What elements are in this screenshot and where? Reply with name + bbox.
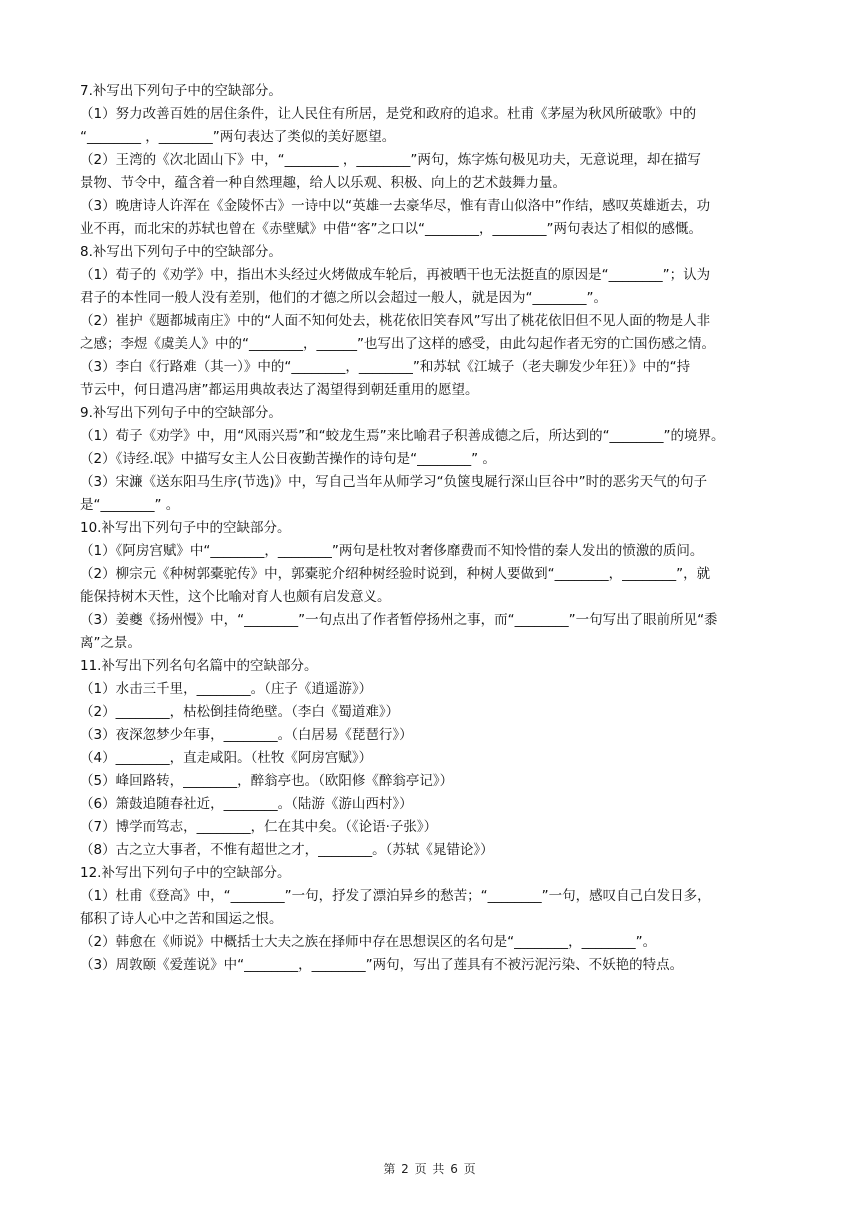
question-text-line: （2）________，枯松倒挂倚绝壁。（李白《蜀道难》） [80,704,400,720]
question-block [80,655,780,862]
question-title: 11.补写出下列名句名篇中的空缺部分。 [80,658,318,674]
question-text-line: 是“________” 。 [80,497,180,513]
question-text-line: 离”之景。 [80,635,141,651]
question-block [80,80,780,241]
question-text-line: （3）晚唐诗人许浑在《金陵怀古》一诗中以“英雄一去豪华尽，惟有青山似洛中”作结，感叹英雄逝去，功 [80,198,711,214]
question-text-line: （3）夜深忽梦少年事，________。（白居易《琵琶行》） [80,727,413,743]
question-text-line: 景物、节令中，蕴含着一种自然理趣，给人以乐观、积极、向上的艺术鼓舞力量。 [80,175,566,191]
question-text-line: 君子的本性同一般人没有差别，他们的才德之所以会超过一般人，就是因为“________”。 [80,290,607,306]
document-body [80,80,780,977]
question-block [80,517,780,655]
question-text-line: （7）博学而笃志，________，仁在其中矣。（《论语·子张》） [80,819,438,835]
question-text-line: 节云中，何日遣冯唐”都运用典故表达了渴望得到朝廷重用的愿望。 [80,382,479,398]
question-text-line: 郁积了诗人心中之苦和国运之恨。 [80,911,283,927]
question-title: 9.补写出下列句子中的空缺部分。 [80,405,282,421]
question-text-line: 能保持树木天性，这个比喻对育人也颇有启发意义。 [80,589,391,605]
question-block [80,241,780,402]
question-text-line: （6）箫鼓追随春社近，________。（陆游《游山西村》） [80,796,413,812]
question-text-line: （1）水击三千里，________。（庄子《逍遥游》） [80,681,373,697]
question-text-line: （8）古之立大事者，不惟有超世之才，________。（苏轼《晁错论》） [80,842,494,858]
question-text-line: （1）努力改善百姓的居住条件，让人民住有所居，是党和政府的追求。杜甫《茅屋为秋风所破歌》中的 [80,106,697,122]
question-text-line: （1）荀子《劝学》中，用“风雨兴焉”和“蛟龙生焉”来比喻君子积善成德之后，所达到的“________”的境界。 [80,428,725,444]
question-text-line: （1）杜甫《登高》中，“________”一句，抒发了漂泊异乡的愁苦；“________”一句，感叹自己白发日多， [80,888,711,904]
question-text-line: （5）峰回路转，________，醉翁亭也。（欧阳修《醉翁亭记》） [80,773,454,789]
question-text-line: （3）周敦颐《爱莲说》中“________，________”两句，写出了莲具有不被污泥污染、不妖艳的特点。 [80,957,684,973]
question-text-line: 业不再，而北宋的苏轼也曾在《赤壁赋》中借“客”之口以“________，________”两句表达了相似的感慨。 [80,221,702,237]
question-text-line: （2）崔护《题都城南庄》中的“人面不知何处去，桃花依旧笑春风”写出了桃花依旧但不见人面的物是人非 [80,313,711,329]
question-text-line: “________ ，________”两句表达了类似的美好愿望。 [80,129,396,145]
question-text-line: （3）李白《行路难（其一）》中的“________，________”和苏轼《江城子（老夫聊发少年狂）》中的“持 [80,359,691,375]
page-footer: 第 2 页 共 6 页 [383,1162,477,1176]
question-text-line: （4）________，直走咸阳。（杜牧《阿房宫赋》） [80,750,373,766]
question-block [80,862,780,977]
question-block [80,402,780,517]
question-title: 12.补写出下列句子中的空缺部分。 [80,865,291,881]
question-text-line: （1）《阿房宫赋》中“________，________”两句是杜牧对奢侈靡费而不知怜惜的秦人发出的愤激的质问。 [80,543,704,559]
question-title: 8.补写出下列句子中的空缺部分。 [80,244,282,260]
question-text-line: （2）柳宗元《种树郭橐驼传》中，郭橐驼介绍种树经验时说到，种树人要做到“________，________”，就 [80,566,711,582]
question-title: 10.补写出下列句子中的空缺部分。 [80,520,291,536]
question-title: 7.补写出下列句子中的空缺部分。 [80,83,282,99]
question-text-line: （1）荀子的《劝学》中，指出木头经过火烤做成车轮后，再被晒干也无法挺直的原因是“________”；认为 [80,267,711,283]
question-text-line: （2）韩愈在《师说》中概括士大夫之族在择师中存在思想误区的名句是“________，________”。 [80,934,657,950]
question-text-line: （3）宋濂《送东阳马生序(节选)》中，写自己当年从师学习“负箧曳屣行深山巨谷中”时的恶劣天气的句子 [80,474,708,490]
question-text-line: （2）王湾的《次北固山下》中，“________ ，________”两句，炼字炼句极见功夫，无意说理，却在描写 [80,152,701,168]
question-text-line: （2）《诗经.氓》中描写女主人公日夜勤苦操作的诗句是“________” 。 [80,451,496,467]
question-text-line: 之感；李煜《虞美人》中的“________，______”也写出了这样的感受，由此勾起作者无穷的亡国伤感之情。 [80,336,715,352]
question-text-line: （3）姜夔《扬州慢》中，“________”一句点出了作者暂停扬州之事，而“________”一句写出了眼前所见“黍 [80,612,718,628]
